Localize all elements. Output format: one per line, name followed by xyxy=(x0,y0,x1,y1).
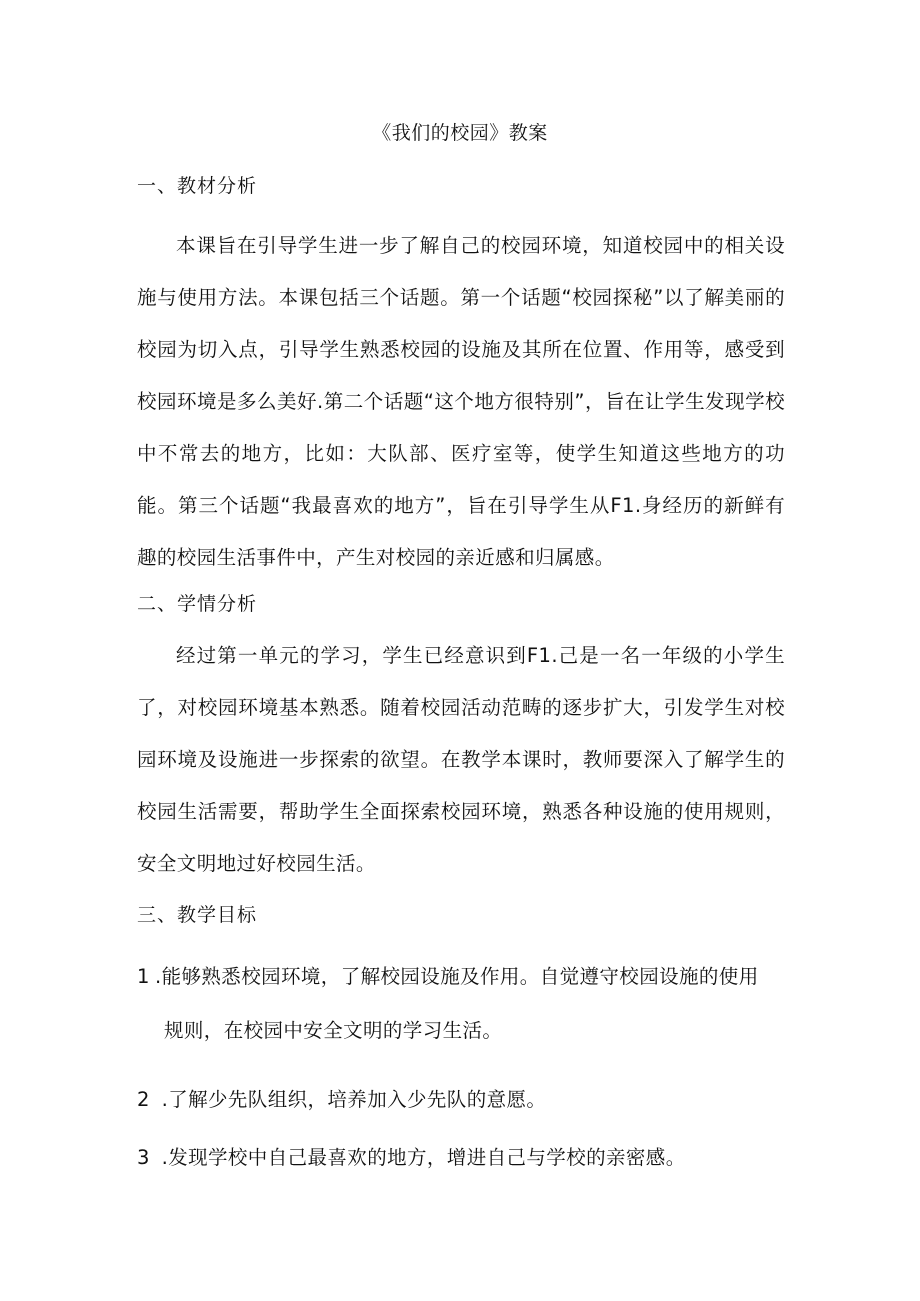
goal-item-2 xyxy=(137,1085,785,1115)
section-paragraph-student-analysis: 经过第一单元的学习，学生已经意识到F1.己是一名一年级的小学生了，对校园环境基本熟悉。随着校园活动范畴的逐步扩大，引发学生对校园环境及设施进一步探索的欲望。在教学本课时，教师要深入了解学生的校园生活需要，帮助学生全面探索校园环境，熟悉各种设施的使用规则，安全文明地过好校园生活。 xyxy=(137,644,785,875)
goal-text: .发现学校中自己最喜欢的地方，增进自己与学校的亲密感。 xyxy=(155,1146,686,1169)
document-title: 《我们的校园》教案 xyxy=(372,122,548,144)
section-paragraph-textbook-analysis: 本课旨在引导学生进一步了解自己的校园环境，知道校园中的相关设施与使用方法。本课包括三个话题。第一个话题“校园探秘”以了解美丽的校园为切入点，引导学生熟悉校园的设施及其所在位置、作用等，感受到校园环境是多么美好.第二个话题“这个地方很特别”，旨在让学生发现学校中不常去的地方，比如：大队部、医疗室等，使学生知道这些地方的功能。第三个话题“我最喜欢的地方”，旨在引导学生从F1.身经历的新鲜有趣的校园生活事件中，产生对校园的亲近感和归属感。 xyxy=(137,234,785,569)
goal-item-1 xyxy=(137,962,785,1046)
goal-text: .能够熟悉校园环境，了解校园设施及作用。自觉遵守校园设施的使用 xyxy=(155,965,759,988)
goal-item-3 xyxy=(137,1143,785,1173)
goal-text-continuation: 规则，在校园中安全文明的学习生活。 xyxy=(164,1019,503,1042)
goal-number: 2 xyxy=(137,1088,150,1111)
section-heading-teaching-goals: 三、教学目标 xyxy=(137,904,258,926)
goal-text: .了解少先队组织，培养加入少先队的意愿。 xyxy=(155,1088,547,1111)
section-heading-student-analysis: 二、学情分析 xyxy=(137,593,258,615)
goal-number: 3 xyxy=(137,1146,150,1169)
section-heading-textbook-analysis: 一、教材分析 xyxy=(137,175,258,197)
goal-number: 1 xyxy=(137,965,150,988)
